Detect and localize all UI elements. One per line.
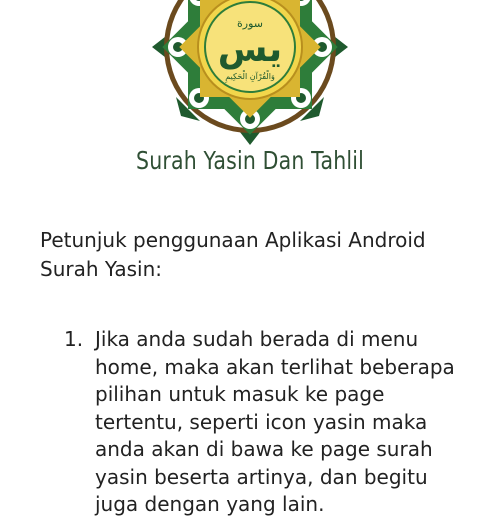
calligraphy-main: يس bbox=[217, 29, 283, 70]
list-item bbox=[40, 326, 470, 519]
instruction-list bbox=[40, 326, 470, 519]
calligraphy-bottom: وَالْقُرْآنِ الْحَكِيمِ bbox=[225, 72, 275, 81]
calligraphy-top: سورة bbox=[237, 17, 263, 30]
step-number: 1. bbox=[64, 327, 84, 351]
intro-text: Petunjuk penggunaan Aplikasi Android Surah Yasin: bbox=[40, 228, 426, 281]
step-text: Jika anda sudah berada di menu home, maka akan terlihat beberapa pilihan untuk masuk ke page tertentu, seperti icon yasin maka anda akan di bawa ke page surah yasin beserta artinya, dan begitu juga dengan yang lain. bbox=[95, 327, 455, 516]
surah-yasin-emblem-icon bbox=[148, 0, 352, 146]
app-title: Surah Yasin Dan Tahlil bbox=[136, 146, 364, 175]
